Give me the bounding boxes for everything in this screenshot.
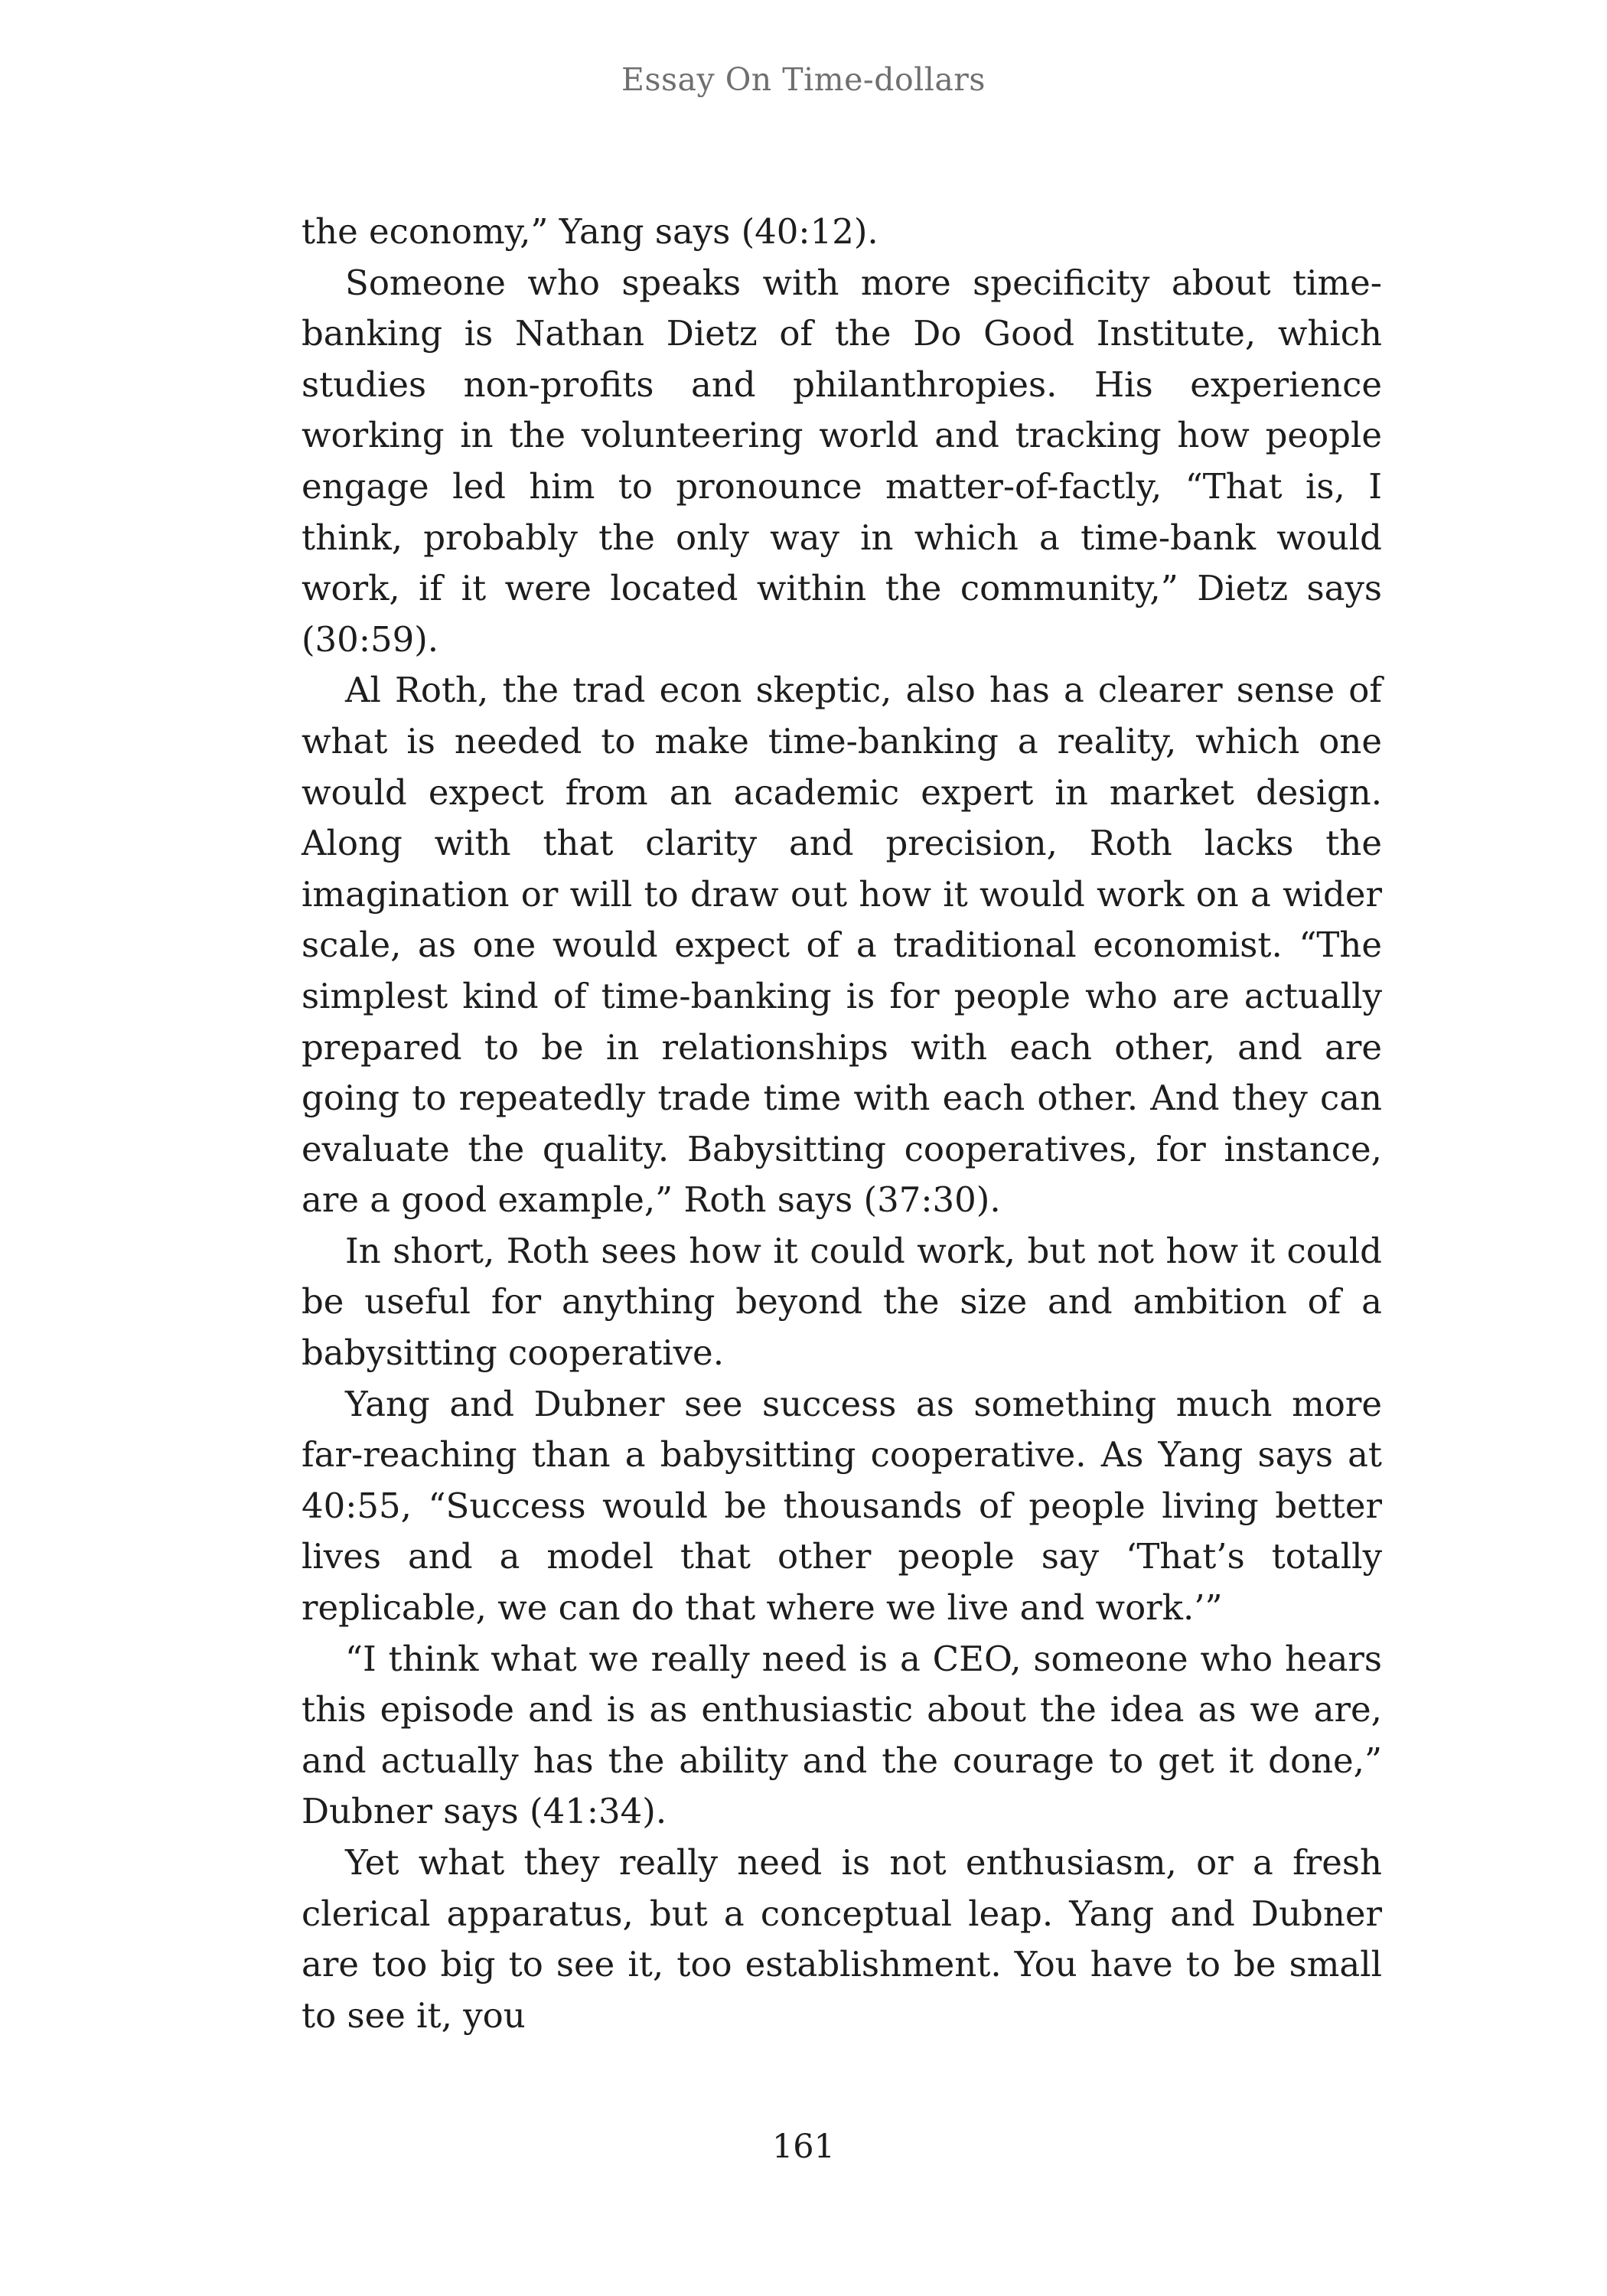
running-head: Essay On Time-dollars xyxy=(621,61,986,98)
paragraph-ceo-quote: “I think what we really need is a CEO, someone who hears this episode and is as enthusiastic about the idea as we are, and actually has the ability and the courage to get it done,” Dubner says (41:34). xyxy=(302,1638,1382,1832)
paragraph-conceptual-leap: Yet what they really need is not enthusiasm, or a fresh clerical apparatus, but a conceptual leap. Yang and Dubner are too big to see it, too establishment. You have to be small to see it, you xyxy=(302,1842,1382,2036)
paragraph-dietz: Someone who speaks with more specificity about time-banking is Nathan Dietz of the Do Good Institute, which studies non-profits and philanthropies. His experience working in the volunteering world and tracking how people engage led him to pronounce matter-of-factly, “That is, I think, probably the only way in which a time-bank would work, if it were located within the community,” Dietz says (30:59). xyxy=(302,262,1382,660)
page-number: 161 xyxy=(771,2128,836,2166)
body-text xyxy=(302,207,1382,2041)
paragraph-success: Yang and Dubner see success as something much more far-reaching than a babysitting cooperative. As Yang says at 40:55, “Success would be thousands of people living better lives and a model that other people say ‘That’s totally replicable, we can do that where we live and work.’” xyxy=(302,1383,1382,1629)
paragraph-continued: the economy,” Yang says (40:12). xyxy=(302,211,878,252)
paragraph-roth: Al Roth, the trad econ skeptic, also has a clearer sense of what is needed to make time-banking a reality, which one would expect from an academic expert in market design. Along with that clarity and precision, Roth lacks the imagination or will to draw out how it would work on a wider scale, as one would expect of a traditional economist. “The simplest kind of time-banking is for people who are actually prepared to be in relationships with each other, and are going to repeatedly trade time with each other. And they can evaluate the quality. Babysitting cooperatives, for instance, are a good example,” Roth says (37:30). xyxy=(302,670,1382,1221)
paragraph-in-short: In short, Roth sees how it could work, but not how it could be useful for anything beyond the size and ambition of a babysitting cooperative. xyxy=(302,1230,1382,1374)
